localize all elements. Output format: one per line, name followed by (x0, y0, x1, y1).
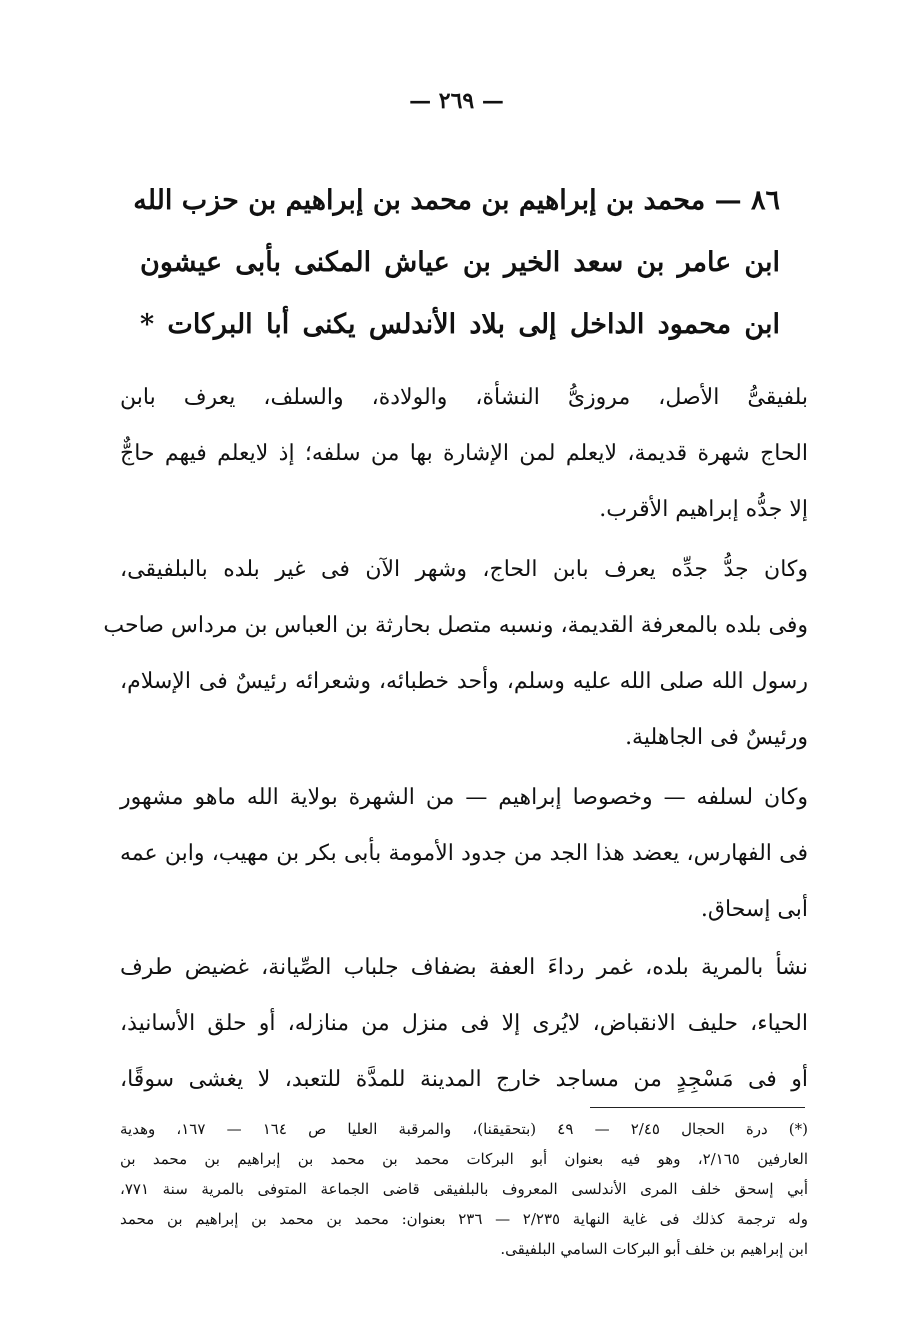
text-line: إلا جدُّه إبراهيم الأقرب. (599, 497, 808, 522)
text-line: نشأ بالمرية بلده، غمر رداءَ العفة بضفاف جلباب الصِّيانة، غضيض طرف (120, 955, 808, 980)
biography-heading (133, 170, 780, 356)
heading-line: ابن محمود الداخل إلى بلاد الأندلس يكنى أبا البركات * (140, 309, 780, 340)
heading-line: ابن عامر بن سعد الخير بن عياش المكنى بأبى عيشون (140, 247, 780, 278)
text-line: الحياء، حليف الانقباض، لايُرى إلا فى منزل من منازله، أو حلق الأسانيذ، (120, 1011, 808, 1036)
footnote-line: العارفين ٢/١٦٥، وهو فيه بعنوان أبو البركات محمد بن محمد بن إبراهيم بن محمد بن (120, 1150, 809, 1168)
footnote-line: وله ترجمة كذلك فى غاية النهاية ٢/٢٣٥ — ٢٣٦ بعنوان: محمد بن محمد بن إبراهيم بن محمد (120, 1210, 808, 1228)
footnote-line: (*) درة الحجال ٢/٤٥ — ٤٩ (بتحقيقنا)، والمرقبة العليا ص ١٦٤ — ١٦٧، وهدية (120, 1120, 808, 1138)
text-line: أو فى مَسْجِدٍ من مساجد خارج المدينة للمدَّة للتعبد، لا يغشى سوقًا، (120, 1067, 808, 1092)
heading-line: ٨٦ — محمد بن إبراهيم بن محمد بن إبراهيم بن حزب الله (133, 185, 780, 216)
paragraph-upbringing (120, 940, 808, 1108)
text-line: فى الفهارس، يعضد هذا الجد من جدود الأمومة بأبى بكر بن مهيب، وابن عمه (120, 841, 808, 866)
text-line: الحاج شهرة قديمة، لايعلم لمن الإشارة بها من سلفه؛ إذ لايعلم فيهم حاجٌّ (120, 441, 808, 466)
text-line: بلفيقىُّ الأصل، مروزىُّ النشأة، والولادة، والسلف، يعرف بابن (120, 385, 808, 410)
text-line: ورئيسٌ فى الجاهلية. (625, 725, 808, 750)
text-line: وكان جدُّ جدِّه يعرف بابن الحاج، وشهر الآن فى غير بلده بالبلفيقى، (120, 557, 808, 582)
text-line: رسول الله صلى الله عليه وسلم، وأحد خطبائه، وشعرائه رئيسٌ فى الإسلام، (120, 669, 808, 694)
paragraph-lineage (103, 542, 808, 766)
paragraph-origin (120, 370, 808, 538)
footnote (120, 1114, 808, 1264)
text-line: وفى بلده بالمعرفة القديمة، ونسبه متصل بحارثة بن العباس بن مرداس صاحب (103, 613, 808, 638)
footnote-line: ابن إبراهيم بن خلف أبو البركات السامي البلفيقى. (500, 1240, 808, 1258)
page-number: — ٢٦٩ — (409, 88, 504, 114)
paragraph-ancestors (120, 770, 808, 938)
footnote-line: أبي إسحق خلف المرى الأندلسى المعروف بالبلفيقى قاضى الجماعة المتوفى بالمرية سنة ٧٧١، (120, 1180, 808, 1198)
text-line: أبى إسحاق. (700, 897, 808, 922)
footnote-divider (590, 1107, 805, 1108)
text-line: وكان لسلفه — وخصوصا إبراهيم — من الشهرة بولاية الله ماهو مشهور (120, 785, 808, 810)
